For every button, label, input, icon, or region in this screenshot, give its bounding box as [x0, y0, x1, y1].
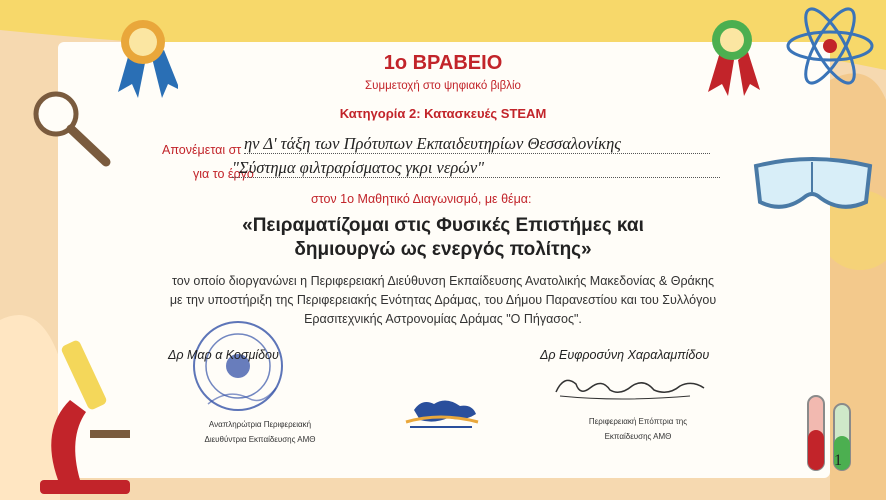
handwritten-signature-icon [550, 370, 710, 404]
theme-line-2: δημιουργώ ως ενεργός πολίτης» [294, 239, 592, 260]
signatory-2-role [538, 414, 738, 444]
signatory-1-role [160, 417, 360, 447]
organizer-line-1: τον οποίο διοργανώνει η Περιφερειακή Διεύθυνση Εκπαίδευσης Ανατολικής Μακεδονίας & Θράκης [171, 274, 715, 288]
contest-line: στον 1ο Μαθητικό Διαγωνισμό, με θέμα: [311, 192, 532, 206]
award-category: Κατηγορία 2: Κατασκευές STEAM [339, 106, 547, 121]
official-stamp-icon [188, 318, 288, 414]
theme-line-1: «Πειραματίζομαι στις Φυσικές Επιστήμες και [242, 215, 644, 236]
organizer-text [0, 272, 886, 329]
organizer-line-2: με την υποστήριξη της Περιφερειακής Ενότητας Δράμας, του Δήμου Παρανεστίου και του Συλλόγου [169, 293, 717, 307]
awarded-label: Απονέμεται στ [162, 143, 242, 157]
recipient-dotted-line [244, 153, 710, 154]
award-subtitle: Συμμετοχή στο ψηφιακό βιβλίο [365, 80, 521, 92]
signatory-1-name: Δρ Μαρ α Κοσμίδου [168, 348, 279, 362]
signatory-2-role-line-2: Εκπαίδευσης ΑΜΘ [604, 432, 672, 441]
organizer-line-3: Ερασιτεχνικής Αστρονομίας Δράμας "Ο Πήγασος". [304, 312, 582, 326]
work-label: για το έργο [193, 167, 254, 181]
contest-theme [0, 214, 886, 262]
signatory-1-role-line-2: Διευθύντρια Εκπαίδευσης ΑΜΘ [204, 435, 316, 444]
work-dotted-line [232, 177, 720, 178]
signatory-2-name: Δρ Ευφροσύνη Χαραλαμπίδου [540, 348, 710, 362]
magnifying-glass-icon [28, 90, 118, 170]
award-title: 1ο ΒΡΑΒΕΙΟ [383, 52, 503, 74]
test-tubes-icon [800, 390, 860, 480]
education-directorate-logo [400, 394, 482, 432]
microscope-icon [30, 320, 140, 500]
awarded-recipient: ην Δ' τάξη των Πρότυπων Εκπαιδευτηρίων Θεσσαλονίκης [244, 134, 621, 153]
safety-goggles-icon [748, 148, 878, 222]
signatory-1-role-line-1: Αναπληρώτρια Περιφερειακή [208, 420, 312, 429]
page-number: 1 [834, 452, 842, 469]
work-title: "Σύστημα φιλτραρίσματος γκρι νερών" [232, 158, 485, 177]
signatory-2-role-line-1: Περιφερειακή Επόπτρια της [588, 417, 688, 426]
